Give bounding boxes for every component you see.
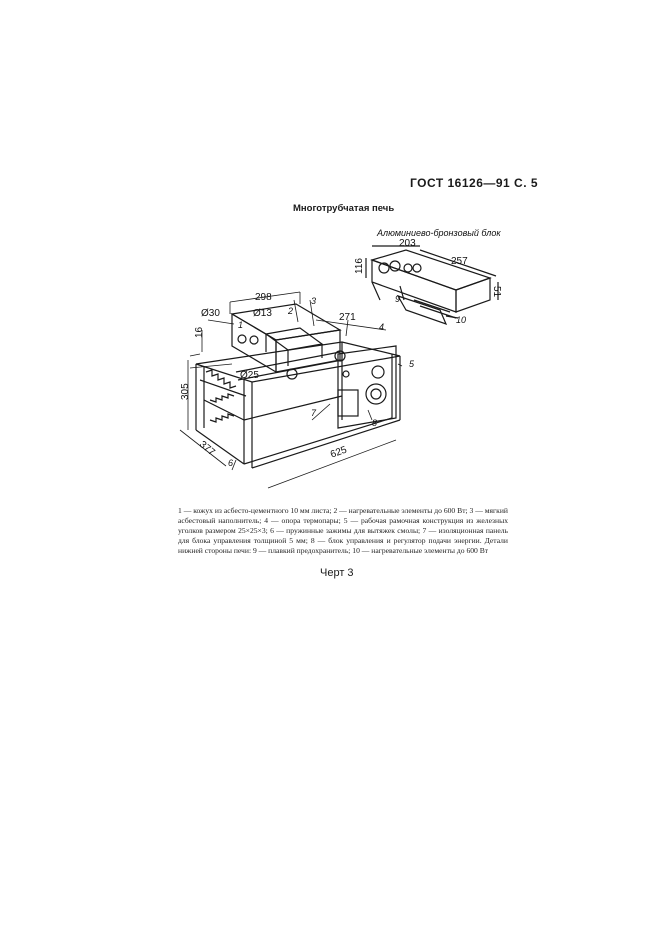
figure-caption: 1 — кожух из асбесто-цементного 10 мм листа; 2 — нагревательные элементы до 600 Вт; 3 — мягкий асбестовый наполнитель; 4 — опора термопары; 5 — рабочая рамочная конструкция из железных уголков размером 25×25×3; 6 — пружинные зажимы для вытяжек смолы; 7 — изоляционная панель для блока управления толщиной 5 мм; 8 — блок управления и регулятор подачи энергии. Детали нижней стороны печи: 9 — плавкий предохранитель; 10 — нагревательные элементы до 600 Вт [178,506,508,555]
furnace-frame [196,342,400,468]
dim-377: 377 [196,439,217,459]
callout-8: 8 [372,418,378,428]
dim-16: 16 [194,326,205,338]
block-label: Алюминиево-бронзовый блок [377,228,501,238]
callout-3: 3 [311,296,317,306]
callout-4: 4 [379,322,385,332]
figure-title: Многотрубчатая печь [293,203,395,214]
bronze-block [366,246,498,324]
page-header: ГОСТ 16126—91 С. 5 [410,176,539,190]
callout-6: 6 [228,458,234,468]
dim-305: 305 [180,383,191,400]
callout-9: 9 [395,294,401,304]
dim-116: 116 [354,258,365,274]
callout-5: 5 [409,359,415,369]
dim-298: 298 [255,292,272,303]
dim-625: 625 [328,444,349,461]
dim-51: 51 [491,286,502,298]
dim-dia13: Ø13 [253,308,272,319]
callout-7: 7 [311,408,317,418]
dim-257: 257 [451,256,468,267]
dim-203: 203 [399,238,416,249]
dimension-lines [180,292,402,488]
callout-2: 2 [288,306,294,316]
figure-number: Черт 3 [320,567,354,579]
callout-1: 1 [238,320,244,330]
dim-dia25: Ø25 [240,370,259,381]
dim-271: 271 [339,312,356,323]
dim-dia30: Ø30 [201,308,220,319]
callout-10: 10 [456,315,467,325]
